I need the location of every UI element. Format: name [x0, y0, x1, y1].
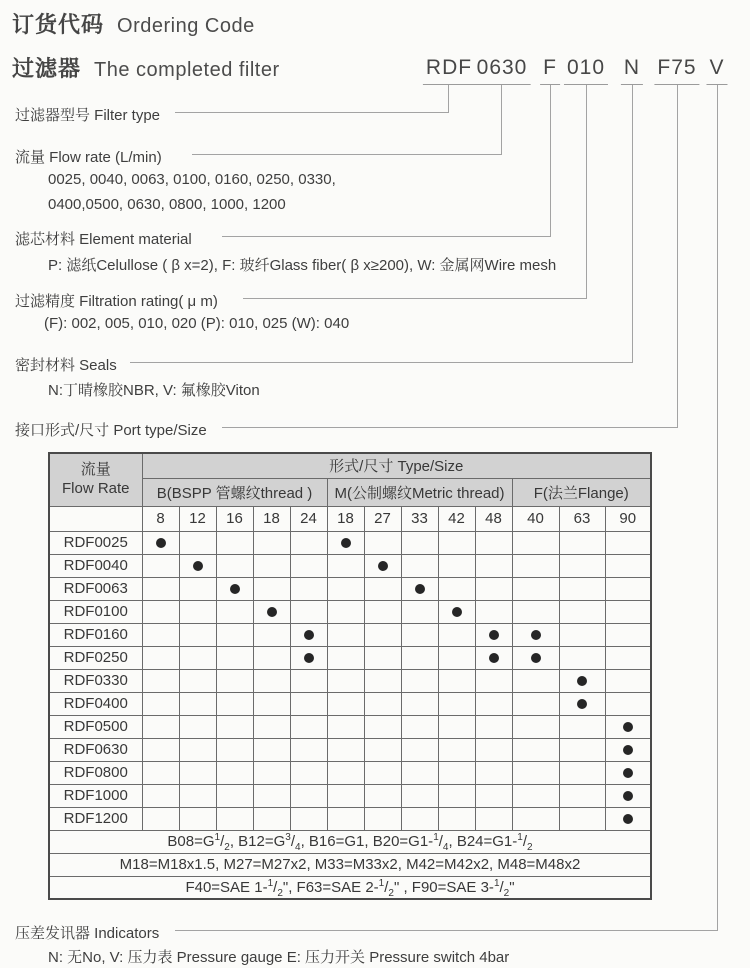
matrix-cell: [401, 646, 438, 669]
matrix-cell: [475, 715, 512, 738]
filtration-rating-values: (F): 002, 005, 010, 020 (P): 010, 025 (W): 040: [44, 315, 350, 332]
matrix-cell: [475, 784, 512, 807]
matrix-cell: [290, 531, 327, 554]
note-metric: M18=M18x1.5, M27=M27x2, M33=M33x2, M42=M42x2, M48=M48x2: [49, 853, 651, 876]
leader-vline-element: [550, 85, 551, 236]
fraction-numerator: 1: [378, 877, 385, 889]
matrix-cell: [142, 646, 179, 669]
matrix-cell: [142, 807, 179, 830]
matrix-cell: [290, 623, 327, 646]
seals-values: N:丁晴橡胶NBR, V: 氟橡胶Viton: [48, 379, 260, 400]
matrix-cell: [364, 577, 401, 600]
matrix-cell: [438, 761, 475, 784]
matrix-cell: [253, 738, 290, 761]
matrix-cell: [559, 646, 605, 669]
matrix-cell: [290, 577, 327, 600]
model-cell: RDF0100: [49, 600, 142, 623]
matrix-cell: [253, 531, 290, 554]
matrix-cell: [605, 577, 651, 600]
matrix-cell: [142, 738, 179, 761]
matrix-cell: [364, 623, 401, 646]
code-segment-seal: N: [621, 56, 643, 85]
fraction-denominator: 2: [277, 887, 283, 899]
note-flange: F40=SAE $1-^1/_2$", F63=SAE $2-^1/_2$" , F90=SAE $3-^1/_2$": [49, 876, 651, 899]
matrix-cell: [364, 738, 401, 761]
fraction-numerator: 1: [493, 877, 500, 889]
matrix-cell: [253, 577, 290, 600]
matrix-cell: [142, 692, 179, 715]
matrix-cell: [512, 784, 559, 807]
matrix-cell: [216, 623, 253, 646]
matrix-cell: [475, 577, 512, 600]
fraction-denominator: 2: [224, 842, 230, 853]
availability-dot: [267, 607, 277, 617]
code-segment-indicator: V: [706, 56, 727, 85]
matrix-cell: [401, 669, 438, 692]
matrix-cell: [438, 784, 475, 807]
matrix-cell: [438, 807, 475, 830]
matrix-cell: [512, 554, 559, 577]
matrix-cell: [605, 646, 651, 669]
size-cell: 16: [216, 506, 253, 531]
leader-hline-indicator: [175, 930, 718, 931]
matrix-cell: [512, 715, 559, 738]
matrix-cell: [179, 623, 216, 646]
matrix-cell: [327, 531, 364, 554]
matrix-cell: [364, 531, 401, 554]
label-flow-rate: 流量 Flow rate (L/min): [15, 146, 170, 167]
matrix-cell: [559, 761, 605, 784]
matrix-cell: [327, 738, 364, 761]
matrix-cell: [142, 784, 179, 807]
matrix-cell: [327, 669, 364, 692]
matrix-cell: [216, 761, 253, 784]
matrix-cell: [216, 600, 253, 623]
fraction-denominator: 2: [527, 842, 533, 853]
availability-dot: [156, 538, 166, 548]
availability-dot: [531, 653, 541, 663]
matrix-cell: [475, 554, 512, 577]
label-filtration-rating: 过滤精度 Filtration rating( μ m): [15, 290, 226, 311]
model-cell: RDF1000: [49, 784, 142, 807]
matrix-cell: [605, 761, 651, 784]
title-en: Ordering Code: [117, 15, 255, 37]
matrix-cell: [290, 738, 327, 761]
matrix-cell: [559, 577, 605, 600]
leader-vline-filtration: [586, 85, 587, 298]
matrix-cell: [512, 623, 559, 646]
matrix-cell: [605, 738, 651, 761]
matrix-cell: [216, 738, 253, 761]
matrix-cell: [290, 646, 327, 669]
matrix-cell: [364, 761, 401, 784]
matrix-cell: [290, 554, 327, 577]
leader-hline-element: [222, 236, 551, 237]
matrix-cell: [475, 669, 512, 692]
matrix-cell: [364, 669, 401, 692]
matrix-cell: [475, 738, 512, 761]
matrix-cell: [512, 600, 559, 623]
matrix-cell: [290, 761, 327, 784]
matrix-cell: [179, 554, 216, 577]
matrix-cell: [438, 692, 475, 715]
matrix-cell: [364, 600, 401, 623]
availability-dot: [304, 630, 314, 640]
matrix-cell: [327, 715, 364, 738]
matrix-cell: [364, 784, 401, 807]
matrix-cell: [327, 692, 364, 715]
matrix-cell: [605, 554, 651, 577]
matrix-cell: [179, 531, 216, 554]
matrix-cell: [142, 715, 179, 738]
matrix-cell: [475, 623, 512, 646]
matrix-cell: [142, 761, 179, 784]
matrix-cell: [438, 646, 475, 669]
matrix-cell: [475, 761, 512, 784]
matrix-cell: [179, 738, 216, 761]
matrix-cell: [512, 692, 559, 715]
matrix-cell: [605, 531, 651, 554]
model-cell: RDF0330: [49, 669, 142, 692]
matrix-cell: [559, 554, 605, 577]
size-cell: 12: [179, 506, 216, 531]
matrix-cell: [327, 761, 364, 784]
matrix-cell: [364, 715, 401, 738]
availability-dot: [623, 745, 633, 755]
fraction-denominator: 2: [388, 887, 394, 899]
matrix-cell: [559, 807, 605, 830]
matrix-cell: [559, 692, 605, 715]
model-cell: RDF1200: [49, 807, 142, 830]
matrix-cell: [216, 784, 253, 807]
matrix-cell: [512, 761, 559, 784]
size-cell: 27: [364, 506, 401, 531]
fraction-denominator: 2: [503, 887, 510, 899]
matrix-cell: [253, 692, 290, 715]
matrix-cell: [512, 807, 559, 830]
matrix-cell: [216, 807, 253, 830]
size-cell: 24: [290, 506, 327, 531]
flow-rate-header-cell: [49, 453, 142, 506]
matrix-cell: [559, 784, 605, 807]
leader-hline-series: [175, 112, 449, 113]
matrix-cell: [327, 646, 364, 669]
availability-dot: [415, 584, 425, 594]
model-cell: RDF0040: [49, 554, 142, 577]
port-size-table: [48, 452, 652, 900]
model-cell: RDF0500: [49, 715, 142, 738]
model-cell: RDF0250: [49, 646, 142, 669]
matrix-cell: [179, 784, 216, 807]
matrix-cell: [327, 623, 364, 646]
page-title: [12, 8, 255, 39]
matrix-cell: [179, 669, 216, 692]
matrix-cell: [142, 669, 179, 692]
availability-dot: [531, 630, 541, 640]
matrix-cell: [327, 600, 364, 623]
size-cell: 18: [327, 506, 364, 531]
subtitle-en: The completed filter: [94, 59, 280, 81]
model-cell: RDF0025: [49, 531, 142, 554]
matrix-cell: [253, 669, 290, 692]
table-row: [49, 692, 651, 715]
matrix-cell: [559, 600, 605, 623]
matrix-cell: [142, 623, 179, 646]
matrix-cell: [253, 784, 290, 807]
matrix-cell: [179, 577, 216, 600]
matrix-cell: [605, 715, 651, 738]
fraction-denominator: 4: [295, 842, 301, 853]
code-segment-flow-rate: 0630: [474, 56, 531, 85]
matrix-cell: [512, 646, 559, 669]
matrix-cell: [401, 738, 438, 761]
title-cn: 订货代码: [12, 12, 105, 37]
table-row: [49, 761, 651, 784]
size-cell: 90: [605, 506, 651, 531]
matrix-cell: [253, 646, 290, 669]
matrix-cell: [438, 669, 475, 692]
matrix-cell: [216, 669, 253, 692]
availability-dot: [193, 561, 203, 571]
matrix-cell: [605, 669, 651, 692]
table-row: [49, 738, 651, 761]
matrix-cell: [142, 554, 179, 577]
size-cell: 63: [559, 506, 605, 531]
matrix-cell: [216, 692, 253, 715]
matrix-cell: [179, 600, 216, 623]
matrix-cell: [290, 784, 327, 807]
size-cell: 40: [512, 506, 559, 531]
matrix-cell: [475, 646, 512, 669]
matrix-cell: [438, 531, 475, 554]
matrix-cell: [253, 600, 290, 623]
matrix-cell: [364, 554, 401, 577]
matrix-cell: [401, 577, 438, 600]
matrix-cell: [605, 623, 651, 646]
table-row: [49, 646, 651, 669]
matrix-cell: [179, 807, 216, 830]
matrix-cell: [364, 807, 401, 830]
fraction-numerator: 1: [433, 832, 439, 843]
table-notes: [49, 830, 651, 899]
matrix-cell: [559, 738, 605, 761]
matrix-cell: [475, 807, 512, 830]
label-seals: 密封材料 Seals: [15, 354, 125, 375]
model-cell: RDF0160: [49, 623, 142, 646]
table-row: [49, 715, 651, 738]
fraction-numerator: 1: [517, 832, 523, 843]
matrix-cell: [512, 738, 559, 761]
matrix-cell: [216, 554, 253, 577]
code-segment-filtration: 010: [564, 56, 608, 85]
matrix-cell: [179, 692, 216, 715]
matrix-cell: [401, 715, 438, 738]
flow-rate-header-cn: 流量: [80, 461, 111, 478]
group-header-flange: F(法兰Flange): [512, 478, 651, 506]
matrix-cell: [327, 554, 364, 577]
matrix-cell: [559, 531, 605, 554]
matrix-cell: [216, 531, 253, 554]
leader-hline-seal: [130, 362, 633, 363]
leader-hline-filtration: [243, 298, 587, 299]
matrix-cell: [142, 531, 179, 554]
group-header-metric: M(公制螺纹Metric thread): [327, 478, 512, 506]
matrix-cell: [290, 600, 327, 623]
code-segment-series: RDF: [423, 56, 475, 85]
matrix-cell: [253, 761, 290, 784]
matrix-cell: [253, 554, 290, 577]
model-cell: RDF0063: [49, 577, 142, 600]
availability-dot: [304, 653, 314, 663]
matrix-cell: [401, 554, 438, 577]
matrix-cell: [401, 761, 438, 784]
matrix-cell: [364, 646, 401, 669]
element-material-values: P: 滤纸Celullose ( β x=2), F: 玻纤Glass fiber( β x≥200), W: 金属网Wire mesh: [48, 254, 556, 275]
label-element-material: 滤芯材料 Element material: [15, 228, 200, 249]
leader-vline-indicator: [717, 85, 718, 930]
label-filter-type: 过滤器型号 Filter type: [15, 104, 168, 125]
matrix-cell: [401, 531, 438, 554]
matrix-cell: [364, 692, 401, 715]
code-segment-element: F: [540, 56, 560, 85]
matrix-cell: [216, 577, 253, 600]
model-cell: RDF0400: [49, 692, 142, 715]
table-row: [49, 807, 651, 830]
availability-dot: [577, 676, 587, 686]
matrix-cell: [605, 692, 651, 715]
table-row: [49, 784, 651, 807]
matrix-cell: [290, 715, 327, 738]
matrix-cell: [401, 692, 438, 715]
leader-hline-flow: [192, 154, 502, 155]
fraction-denominator: 4: [442, 842, 449, 853]
model-cell: RDF0800: [49, 761, 142, 784]
size-cell: 8: [142, 506, 179, 531]
matrix-cell: [559, 715, 605, 738]
matrix-cell: [559, 623, 605, 646]
matrix-cell: [401, 600, 438, 623]
matrix-cell: [605, 784, 651, 807]
size-cell: 18: [253, 506, 290, 531]
matrix-cell: [253, 807, 290, 830]
matrix-cell: [475, 600, 512, 623]
matrix-body: [49, 531, 651, 830]
leader-vline-flow: [501, 85, 502, 154]
matrix-cell: [401, 784, 438, 807]
note-bspp: $B08=G^1/_2$, $B12=G^3/_4$, B16=G1, $B20=G1-^1/_4$, $B24=G1-^1/_2$: [49, 830, 651, 853]
availability-dot: [230, 584, 240, 594]
matrix-cell: [179, 761, 216, 784]
size-cell: 42: [438, 506, 475, 531]
table-header: [49, 453, 651, 531]
flow-rate-values-1: 0025, 0040, 0063, 0100, 0160, 0250, 0330,: [48, 171, 336, 188]
availability-dot: [452, 607, 462, 617]
table-row: [49, 623, 651, 646]
matrix-cell: [290, 669, 327, 692]
matrix-cell: [438, 623, 475, 646]
size-cell: 33: [401, 506, 438, 531]
matrix-cell: [327, 577, 364, 600]
matrix-cell: [475, 531, 512, 554]
leader-vline-series: [448, 85, 449, 112]
label-port-type: 接口形式/尺寸 Port type/Size: [15, 419, 215, 440]
table-row: [49, 554, 651, 577]
availability-dot: [623, 814, 633, 824]
matrix-cell: [475, 692, 512, 715]
matrix-cell: [559, 669, 605, 692]
table-row: [49, 531, 651, 554]
matrix-cell: [253, 623, 290, 646]
availability-dot: [489, 653, 499, 663]
subtitle-cn: 过滤器: [12, 56, 82, 81]
matrix-cell: [142, 577, 179, 600]
page-subtitle: [12, 52, 280, 83]
table-row: [49, 600, 651, 623]
indicators-values: N: 无No, V: 压力表 Pressure gauge E: 压力开关 Pressure switch 4bar: [48, 946, 509, 967]
matrix-cell: [401, 623, 438, 646]
availability-dot: [577, 699, 587, 709]
availability-dot: [378, 561, 388, 571]
leader-vline-seal: [632, 85, 633, 362]
leader-vline-port: [677, 85, 678, 427]
code-segment-port: F75: [654, 56, 699, 85]
matrix-cell: [290, 692, 327, 715]
group-header-bspp: B(BSPP 管螺纹thread ): [142, 478, 327, 506]
matrix-cell: [253, 715, 290, 738]
matrix-cell: [512, 577, 559, 600]
table-row: [49, 669, 651, 692]
availability-dot: [623, 768, 633, 778]
matrix-cell: [438, 577, 475, 600]
matrix-cell: [216, 646, 253, 669]
leader-hline-port: [222, 427, 678, 428]
matrix-cell: [327, 807, 364, 830]
availability-dot: [489, 630, 499, 640]
flow-rate-values-2: 0400,0500, 0630, 0800, 1000, 1200: [48, 196, 286, 213]
matrix-cell: [401, 807, 438, 830]
matrix-cell: [216, 715, 253, 738]
matrix-cell: [605, 807, 651, 830]
size-cell: 48: [475, 506, 512, 531]
flow-rate-header-en: Flow Rate: [61, 479, 130, 497]
matrix-cell: [142, 600, 179, 623]
type-size-header-cell: 形式/尺寸 Type/Size: [142, 453, 651, 478]
fraction-numerator: 1: [214, 832, 221, 843]
availability-dot: [623, 791, 633, 801]
matrix-cell: [438, 600, 475, 623]
label-indicators: 压差发讯器 Indicators: [15, 922, 167, 943]
model-cell: RDF0630: [49, 738, 142, 761]
matrix-cell: [438, 738, 475, 761]
matrix-cell: [512, 669, 559, 692]
size-row: [49, 506, 651, 531]
size-row-empty-cell: [49, 506, 142, 531]
matrix-cell: [179, 646, 216, 669]
fraction-numerator: 3: [285, 832, 291, 843]
matrix-cell: [438, 715, 475, 738]
matrix-cell: [290, 807, 327, 830]
matrix-cell: [327, 784, 364, 807]
matrix-cell: [179, 715, 216, 738]
matrix-cell: [605, 600, 651, 623]
availability-dot: [341, 538, 351, 548]
availability-dot: [623, 722, 633, 732]
table-row: [49, 577, 651, 600]
matrix-cell: [438, 554, 475, 577]
matrix-cell: [512, 531, 559, 554]
fraction-numerator: 1: [267, 877, 274, 889]
